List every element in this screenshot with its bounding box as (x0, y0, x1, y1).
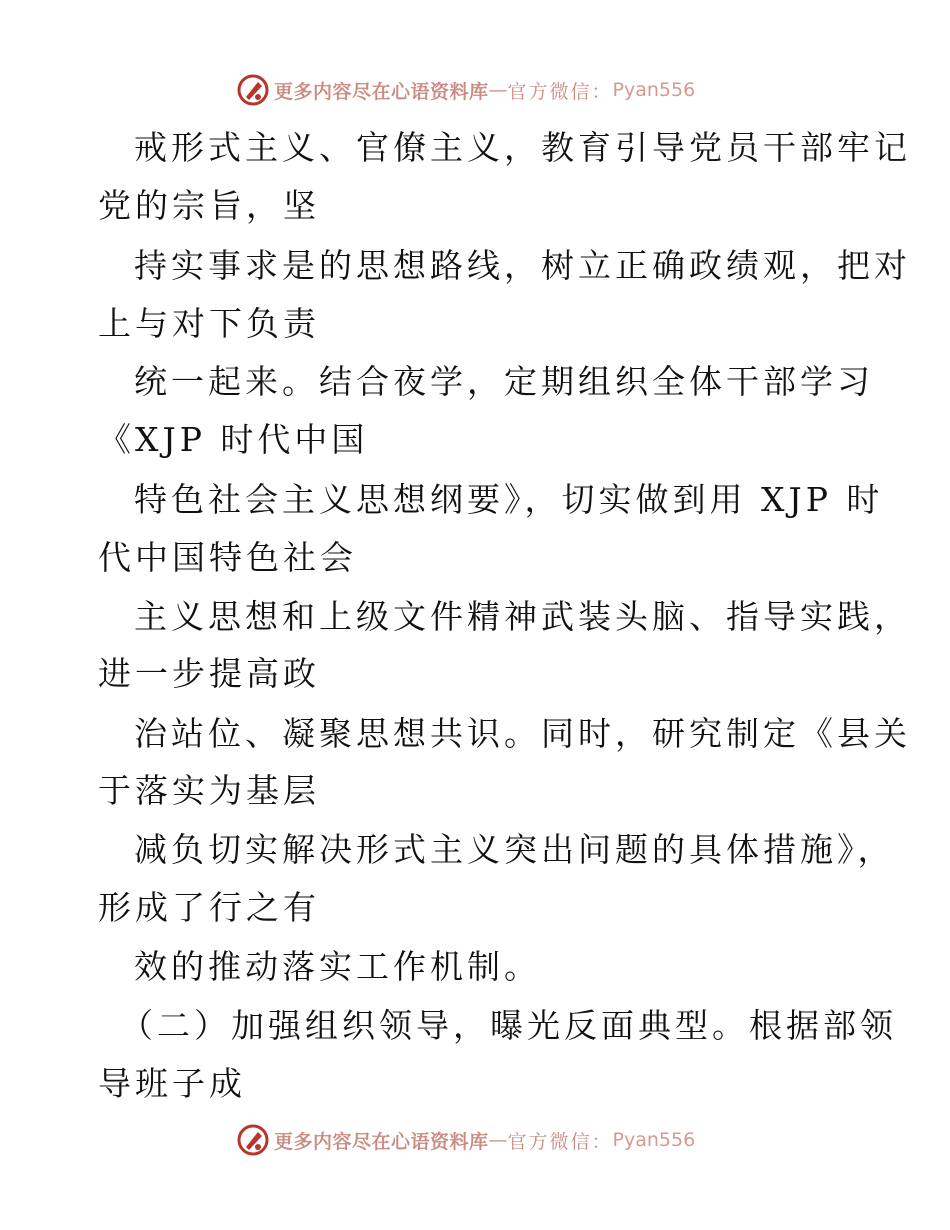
text-line: 代中国特色社会 (98, 538, 357, 577)
watermark-dash: — (488, 1129, 508, 1151)
text-line: 治站位、凝聚思想共识。同时，研究制定《县关 (134, 714, 911, 753)
text-line: 效的推动落实工作机制。 (134, 947, 541, 986)
footer-watermark (236, 1122, 695, 1158)
text-line: 于落实为基层 (98, 771, 320, 810)
text-line: 导班子成 (98, 1064, 246, 1103)
text-line: 党的宗旨，坚 (98, 186, 320, 225)
watermark-wechat-id: Pyan556 (612, 79, 696, 101)
watermark-official-label: 官方微信： (507, 1130, 613, 1153)
text-line: 主义思想和上级文件精神武装头脑、指导实践， (134, 597, 911, 636)
text-line: 戒形式主义、官僚主义，教育引导党员干部牢记 (134, 128, 911, 167)
text-line: 上与对下负责 (98, 304, 320, 343)
pen-nib-circle-icon (236, 1123, 270, 1157)
watermark-wechat-id: Pyan556 (612, 1129, 696, 1151)
text-line: 持实事求是的思想路线，树立正确政绩观，把对 (134, 246, 911, 285)
text-line: 形成了行之有 (98, 888, 320, 927)
text-line: 减负切实解决形式主义突出问题的具体措施》， (134, 830, 895, 869)
watermark-dash: — (488, 79, 508, 101)
text-line: 特色社会主义思想纲要》，切实做到用 XJP 时 (134, 480, 884, 519)
watermark-official-label: 官方微信： (507, 80, 613, 103)
header-watermark (236, 72, 695, 108)
watermark-brand-text: 更多内容尽在心语资料库 (274, 1130, 489, 1153)
text-line: 进一步提高政 (98, 654, 320, 693)
pen-nib-circle-icon (236, 73, 270, 107)
watermark-brand-text: 更多内容尽在心语资料库 (274, 80, 489, 103)
text-line: 《XJP 时代中国 (98, 420, 369, 459)
text-line: 统一起来。结合夜学，定期组织全体干部学习 (134, 362, 874, 401)
text-line: （二）加强组织领导，曝光反面典型。根据部领 (120, 1006, 897, 1045)
